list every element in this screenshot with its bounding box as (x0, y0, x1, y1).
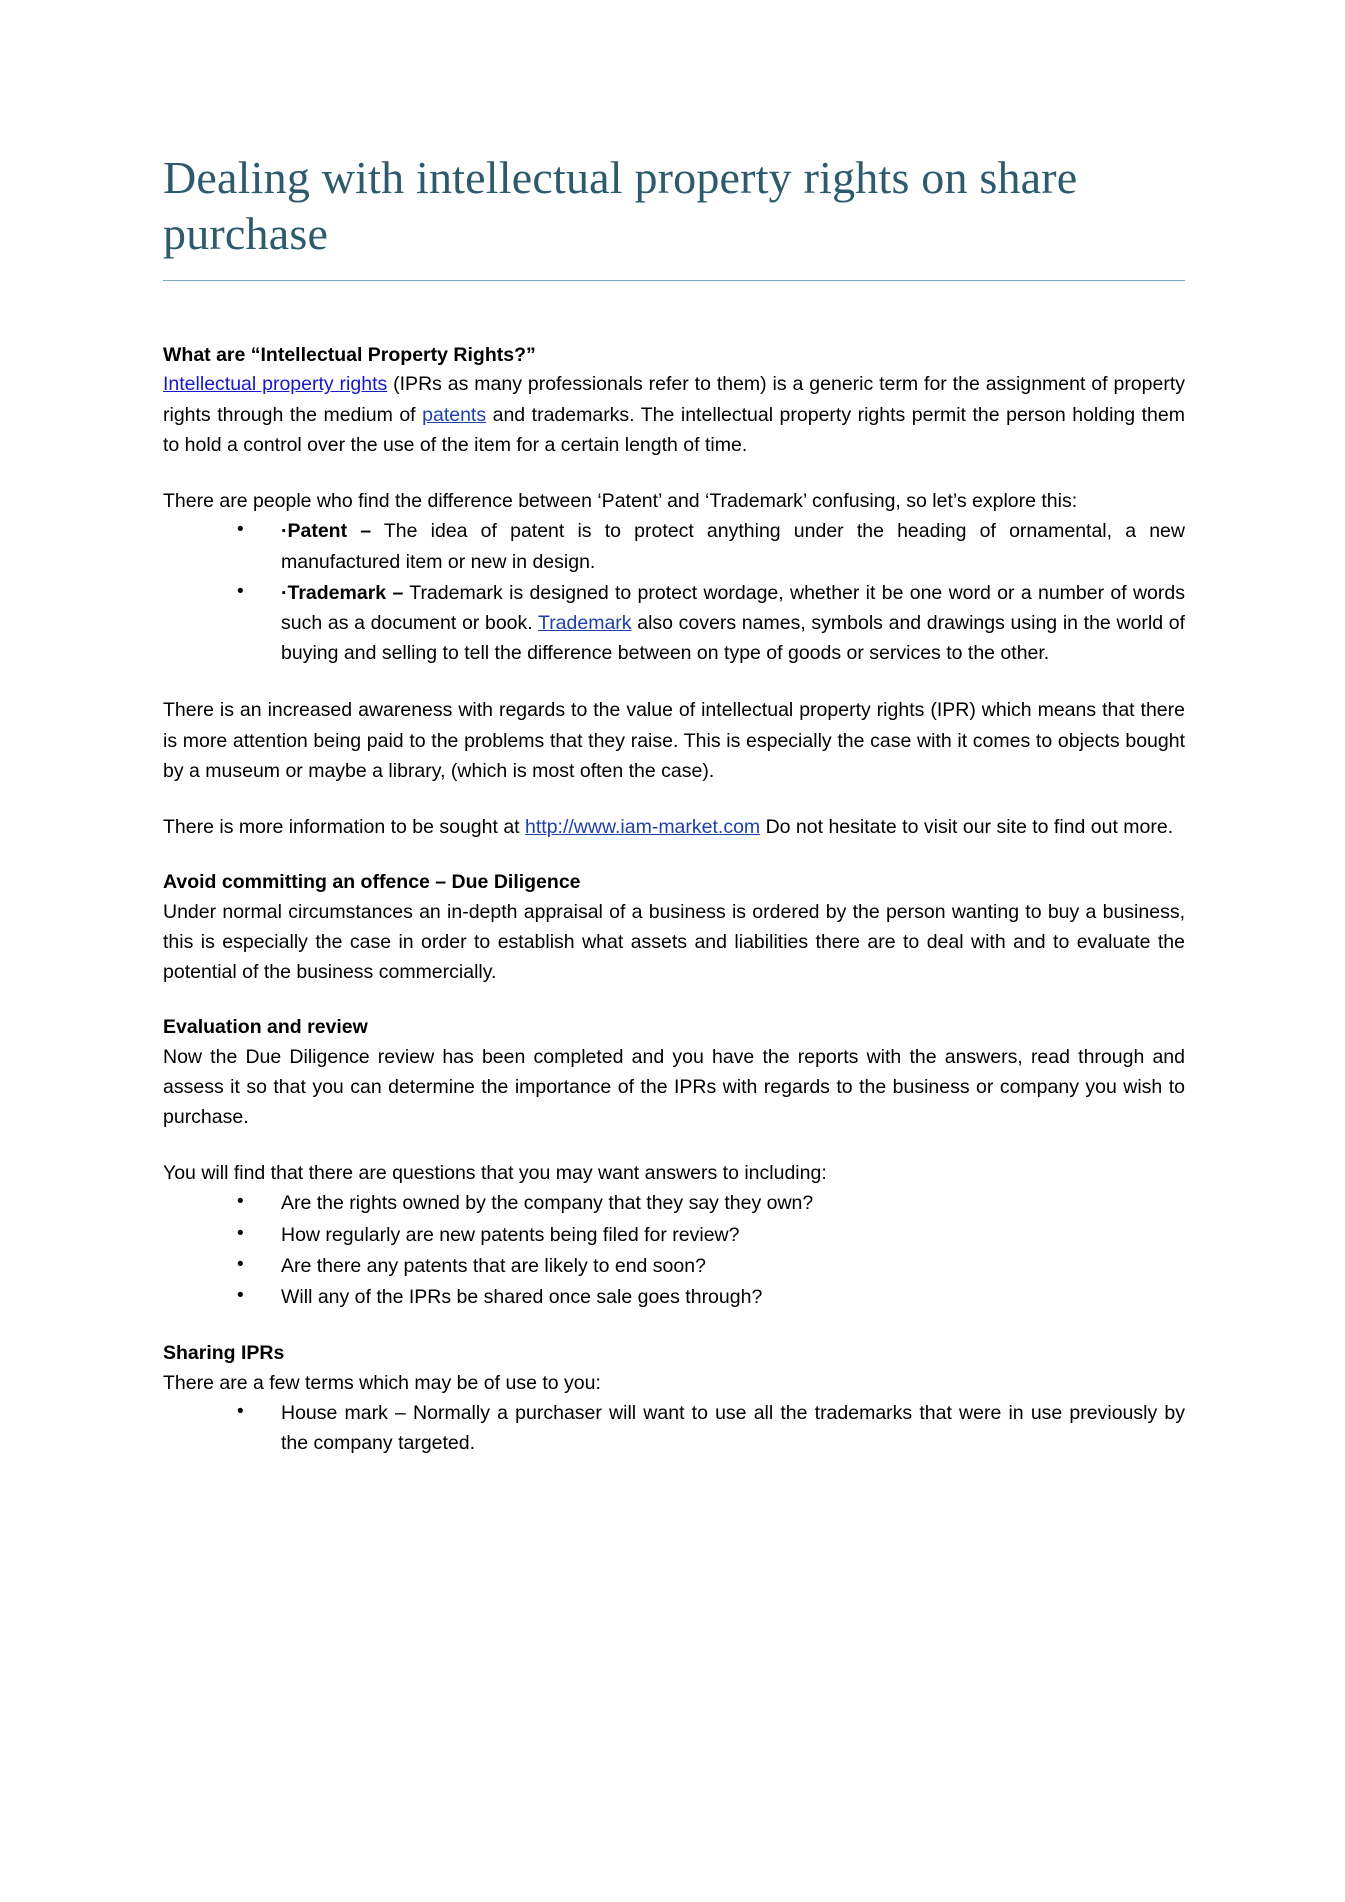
paragraph-ipr-definition (163, 369, 1185, 460)
link-intellectual-property-rights[interactable]: Intellectual property rights (163, 373, 388, 396)
heading-evaluation-review: Evaluation and review (163, 1016, 368, 1039)
list-item: • House mark – Normally a purchaser will want to use all the trademarks that were in use previously by the company targeted. (229, 1398, 1185, 1458)
list-sharing-terms (163, 1398, 1185, 1458)
list-item: • Will any of the IPRs be shared once sale goes through? (229, 1282, 1185, 1312)
paragraph-patent-trademark-intro: There are people who find the difference between ‘Patent’ and ‘Trademark’ confusing, so let’s explore this: (163, 490, 1078, 513)
text-more-info-pre: There is more information to be sought at (163, 816, 526, 839)
text-more-info-post: Do not hesitate to visit our site to find out more. (760, 816, 1174, 839)
link-iam-market[interactable]: http://www.iam-market.com (525, 816, 761, 839)
link-patents[interactable]: patents (422, 403, 487, 426)
list-questions (163, 1188, 1185, 1312)
paragraph-evaluation-review: Now the Due Diligence review has been completed and you have the reports with the answers, read through and assess it so that you can determine the importance of the IPRs with regards to the business or company you wish to purchase. (163, 1045, 1185, 1128)
bullet-patent-label: ·Patent – (281, 520, 372, 543)
heading-what-are-ipr: What are “Intellectual Property Rights?” (163, 344, 536, 367)
bullet-patent-text: The idea of patent is to protect anything under the heading of ornamental, a new manufactured item or new in design. (281, 520, 1185, 573)
bullet-trademark-label: ·Trademark – (281, 581, 404, 604)
paragraph-awareness: There is an increased awareness with regards to the value of intellectual property rights (IPR) which means that there is more attention being paid to the problems that they raise. This is especially the case with it comes to objects bought by a museum or maybe a library, (which is most often the case). (163, 699, 1185, 782)
heading-sharing-iprs: Sharing IPRs (163, 1342, 285, 1365)
text-ipr-b: and trademarks. The intellectual property rights permit the person holding them to hold a control over the use of the item for a certain length of time. (163, 403, 1185, 456)
paragraph-sharing-intro: There are a few terms which may be of use to you: (163, 1371, 601, 1394)
paragraph-more-information (163, 812, 1185, 842)
list-item: • How regularly are new patents being filed for review? (229, 1220, 1185, 1250)
list-item (229, 516, 1185, 576)
list-item: • Are there any patents that are likely to end soon? (229, 1251, 1185, 1281)
text-ipr-a: (IPRs as many professionals refer to them) is a generic term for the assignment of property rights through the medium of (163, 373, 1186, 426)
list-item: • Are the rights owned by the company that they say they own? (229, 1188, 1185, 1218)
paragraph-due-diligence: Under normal circumstances an in-depth appraisal of a business is ordered by the person wanting to buy a business, this is especially the case in order to establish what assets and liabilities there are to deal with and to evaluate the potential of the business commercially. (163, 900, 1185, 984)
heading-due-diligence: Avoid committing an offence – Due Diligence (163, 871, 581, 894)
paragraph-questions-intro: You will find that there are questions that you may want answers to including: (163, 1162, 827, 1185)
list-patent-trademark (163, 516, 1185, 668)
page-title: Dealing with intellectual property rights on share purchase (163, 150, 1185, 281)
link-trademark[interactable]: Trademark (538, 612, 632, 635)
list-item (229, 578, 1185, 669)
bullet-trademark-text: Trademark is designed to protect wordage, whether it be one word or a number of words such as a document or book. (281, 581, 1185, 635)
bullet-trademark-text2: also covers names, symbols and drawings using in the world of buying and selling to tell the difference between on type of goods or services to the other. (281, 612, 1185, 665)
